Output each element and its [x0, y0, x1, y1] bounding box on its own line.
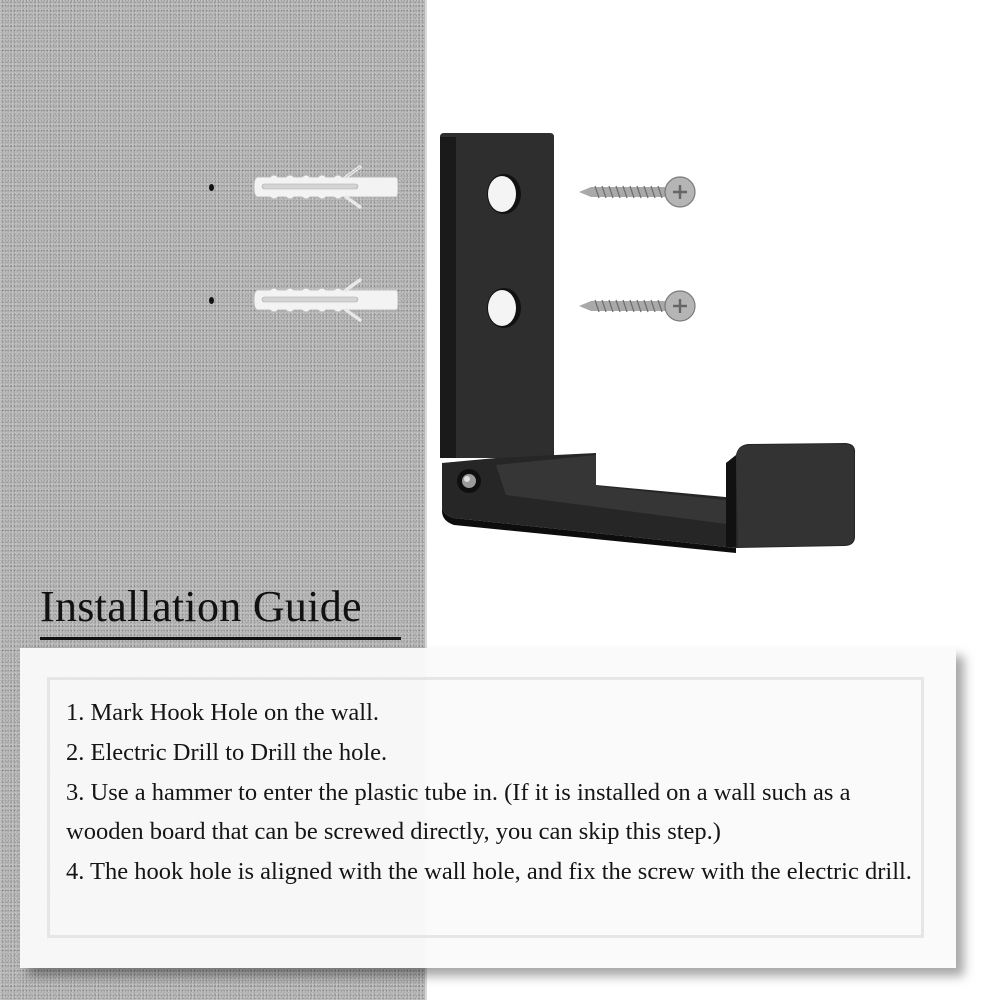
title-underline: [40, 637, 401, 640]
wall-anchor-icon: [250, 163, 400, 211]
drill-hole-icon: [209, 184, 214, 191]
step-2: 2. Electric Drill to Drill the hole.: [66, 738, 388, 766]
page-title: Installation Guide: [40, 582, 362, 631]
drill-hole-icon: [209, 297, 214, 304]
step-3: 3. Use a hammer to enter the plastic tube in. (If it is installed on a wall such as a wooden board that can be screwed directly, you can skip this step.): [66, 778, 851, 846]
wall-anchor-icon: [250, 276, 400, 324]
step-4: 4. The hook hole is aligned with the wall hole, and fix the screw with the electric drill.: [66, 858, 912, 886]
folding-hook-illustration: [436, 133, 856, 553]
step-1: 1. Mark Hook Hole on the wall.: [66, 699, 379, 726]
instruction-steps: [66, 693, 916, 892]
